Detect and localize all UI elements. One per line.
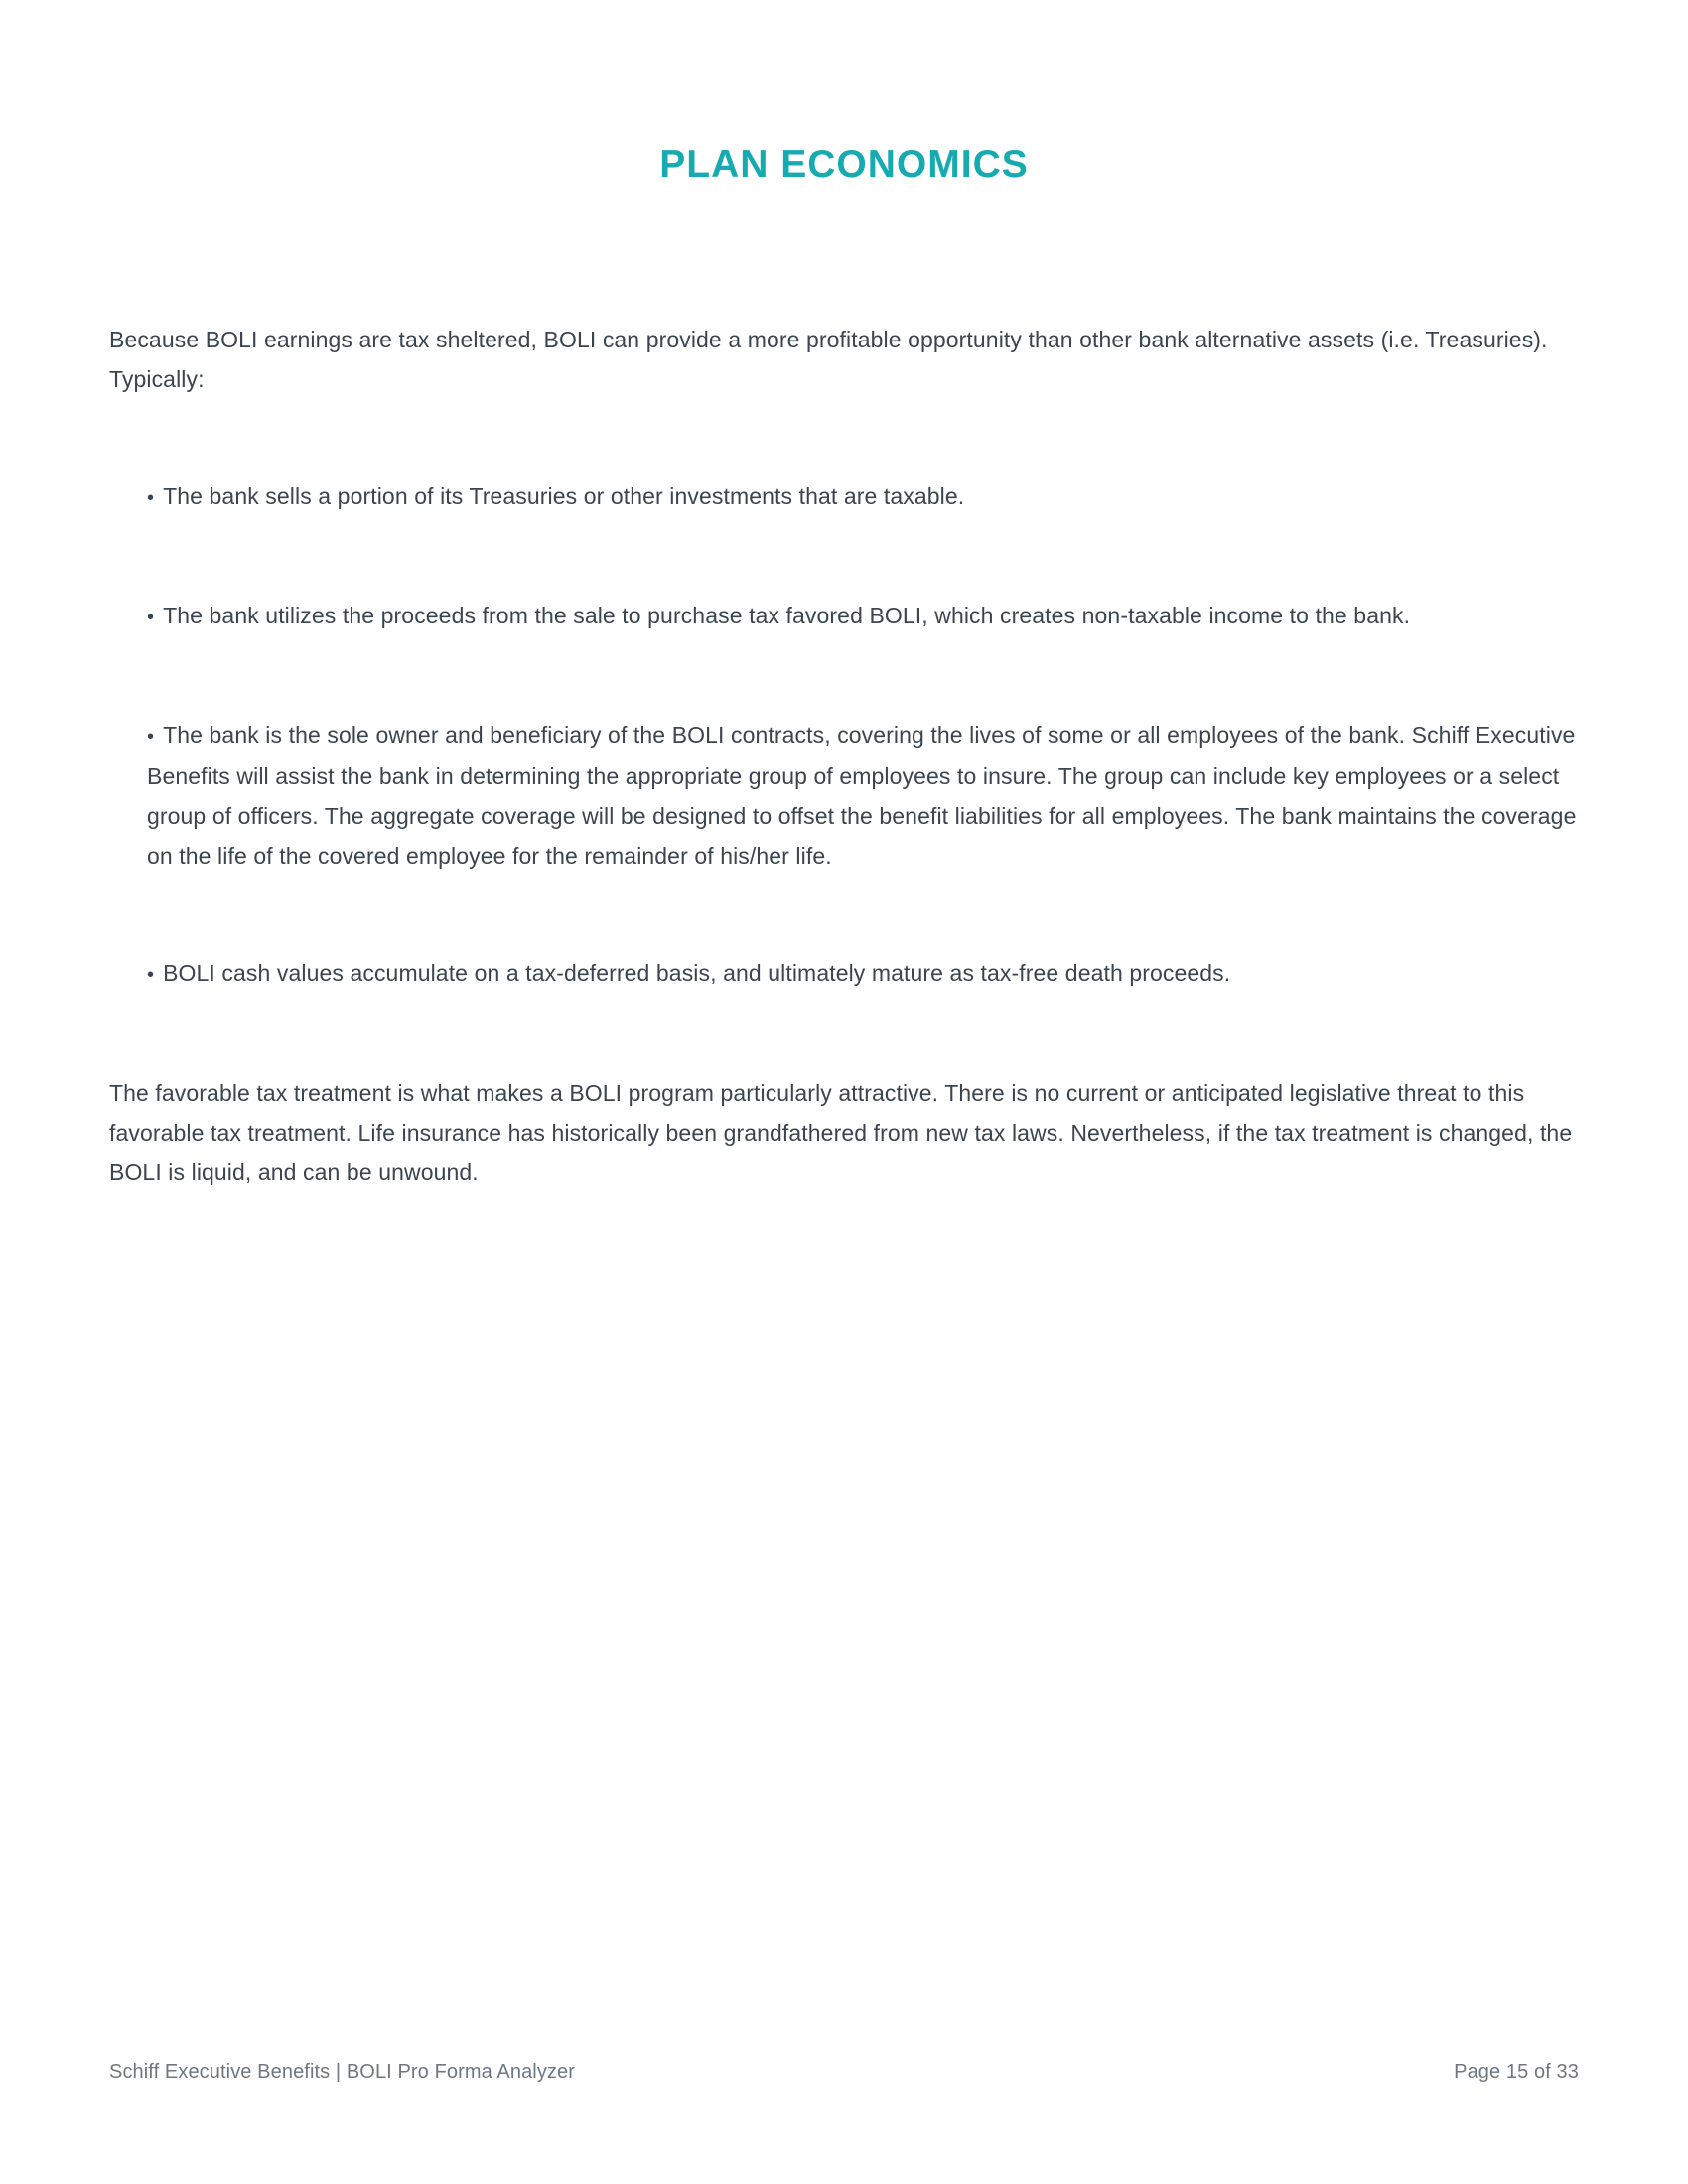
closing-paragraph: The favorable tax treatment is what makes a BOLI program particularly attractive. There is no current or anticipated legislative threat to this favorable tax treatment. Life insurance has historically been grandfathered from new tax laws. Nevertheless, if the tax treatment is changed, the BOLI is liquid, and can be unwound.: [109, 1080, 1573, 1185]
footer-page-number: Page 15 of 33: [1454, 2061, 1579, 2083]
bullet-marker: •: [147, 726, 155, 748]
bullet-marker: •: [147, 964, 155, 986]
footer-brand: Schiff Executive Benefits | BOLI Pro Forma Analyzer: [109, 2061, 576, 2083]
bullet-text: BOLI cash values accumulate on a tax-deferred basis, and ultimately mature as tax-free death proceeds.: [163, 960, 1231, 986]
bullet-text: The bank utilizes the proceeds from the sale to purchase tax favored BOLI, which creates non-taxable income to the bank.: [163, 603, 1411, 628]
bullet-marker: •: [147, 487, 155, 509]
page-title: PLAN ECONOMICS: [659, 143, 1029, 186]
bullet-text: The bank sells a portion of its Treasuries or other investments that are taxable.: [163, 483, 965, 509]
bullet-item: [147, 715, 1579, 876]
bullet-item: [147, 477, 1579, 518]
bullet-marker: •: [147, 607, 155, 628]
bullet-item: [147, 953, 1579, 995]
intro-paragraph: Because BOLI earnings are tax sheltered, BOLI can provide a more profitable opportunity than other bank alternative assets (i.e. Treasuries). Typically:: [109, 327, 1548, 392]
bullet-text: The bank is the sole owner and beneficiary of the BOLI contracts, covering the lives of some or all employees of the bank. Schiff Executive Benefits will assist the bank in determining the appropriate group of employees to insure. The group can include key employees or a select group of officers. The aggregate coverage will be designed to offset the benefit liabilities for all employees. The bank maintains the coverage on the life of the covered employee for the remainder of his/her life.: [147, 722, 1577, 869]
bullet-item: [147, 596, 1579, 637]
page-footer: [109, 2061, 1579, 2084]
